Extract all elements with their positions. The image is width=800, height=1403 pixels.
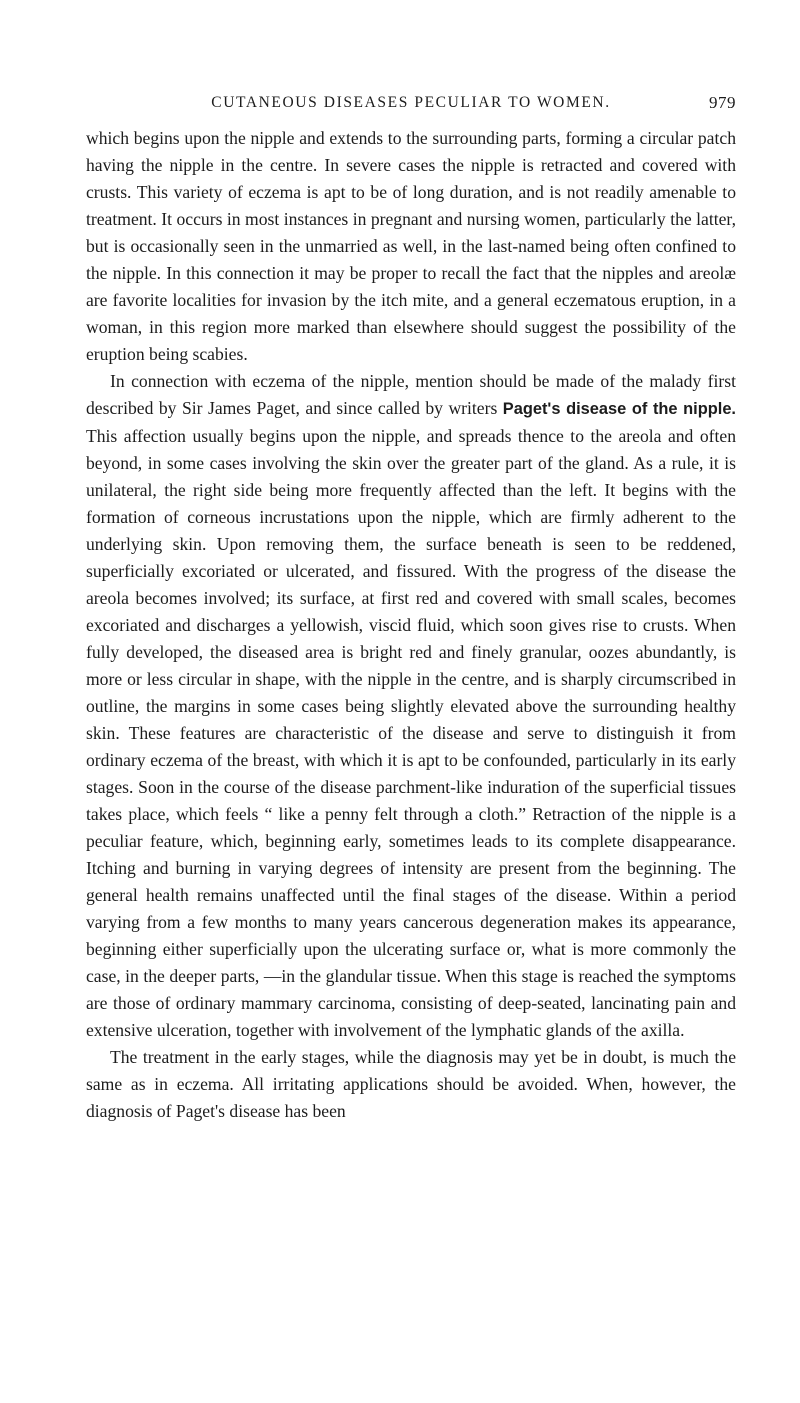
paragraph-lead-text: In connection with eczema of the nipple, mention should be made of the malady first described by Sir James Paget, and since called by writers (86, 371, 736, 418)
body-text (86, 125, 736, 1125)
paragraph-treatment: The treatment in the early stages, while the diagnosis may yet be in doubt, is much the same as in eczema. All irritating applications should be avoided. When, however, the diagnosis of Paget's disease has been (86, 1047, 736, 1121)
paragraph-rest-text: This affection usually begins upon the nipple, and spreads thence to the areola and often beyond, in some cases involving the skin over the greater part of the gland. As a rule, it is unilateral, the right side being more frequently affected than the left. It begins with the formation of corneous incrustations upon the nipple, which are firmly adherent to the underlying skin. Upon removing them, the surface beneath is seen to be reddened, superficially excoriated or ulcerated, and fissured. With the progress of the disease the areola becomes involved; its surface, at first red and covered with small scales, becomes excoriated and discharges a yellowish, viscid fluid, which soon gives rise to crusts. When fully developed, the diseased area is bright red and finely granular, oozes abundantly, is more or less circular in shape, with the nipple in the centre, and is sharply circumscribed in outline, the margins in some cases being slightly elevated above the surrounding healthy skin. These features are characteristic of the disease and serve to distinguish it from ordinary eczema of the breast, with which it is apt to be confounded, particularly in its early stages. Soon in the course of the disease parchment-like induration of the superficial tissues takes place, which feels “ like a penny felt through a cloth.” Retraction of the nipple is a peculiar feature, which, beginning early, sometimes leads to its complete disappearance. Itching and burning in varying degrees of intensity are present from the beginning. The general health remains unaffected until the final stages of the disease. Within a period varying from a few months to many years cancerous degeneration makes its appearance, beginning either superficially upon the ulcerating surface or, what is more commonly the case, in the deeper parts, —in the glandular tissue. When this stage is reached the symptoms are those of ordinary mammary carcinoma, consisting of deep-seated, lancinating pain and extensive ulceration, together with involvement of the lymphatic glands of the axilla. (86, 426, 736, 1040)
running-title: CUTANEOUS DISEASES PECULIAR TO WOMEN. (211, 94, 611, 111)
bold-term-pagets-disease: Paget's disease of the nipple. (502, 400, 736, 418)
page-number: 979 (709, 93, 736, 112)
running-head (86, 92, 736, 114)
paragraph-pagets-disease (86, 368, 736, 1044)
paragraph-continued: which begins upon the nipple and extends to the surrounding parts, forming a circular patch having the nipple in the centre. In severe cases the nipple is retracted and covered with crusts. This variety of eczema is apt to be of long duration, and is not readily amenable to treatment. It occurs in most instances in pregnant and nursing women, particularly the latter, but is occasionally seen in the unmarried as well, in the last-named being often confined to the nipple. In this connection it may be proper to recall the fact that the nipples and areolæ are favorite localities for invasion by the itch mite, and a general eczematous eruption, in a woman, in this region more marked than elsewhere should suggest the possibility of the eruption being scabies. (86, 128, 736, 364)
